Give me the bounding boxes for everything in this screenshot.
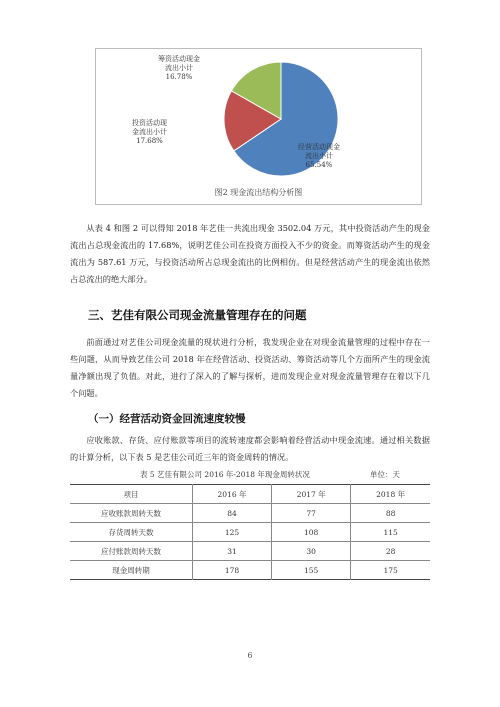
pie-label-investing: 投资活动现 金流出小计 17.68%	[132, 119, 167, 145]
cell-value: 77	[272, 504, 351, 523]
pie-label-operating: 经营活动现金 流出小计 65.54%	[298, 143, 340, 169]
row-label: 现金周转期	[112, 565, 150, 575]
cell-value: 30	[272, 542, 351, 561]
cell-value: 88	[351, 504, 430, 523]
row-label: 应收账款周转天数	[100, 508, 161, 518]
row-label: 存货周转天数	[108, 527, 154, 537]
cell-value: 115	[351, 523, 430, 542]
header-2018: 2018 年	[351, 485, 430, 504]
page-number: 6	[247, 651, 253, 660]
table-row	[70, 504, 430, 523]
cell-value: 175	[351, 561, 430, 580]
figure-box	[95, 48, 422, 205]
table-row	[70, 542, 430, 561]
cell-value: 155	[272, 561, 351, 580]
header-item: 项目	[123, 489, 139, 499]
header-2016: 2016 年	[192, 485, 271, 504]
table-caption: 表 5 艺佳有限公司 2016 年-2018 年现金周转状况	[140, 470, 310, 479]
table-row	[70, 561, 430, 580]
pie-label-financing: 筹资活动现金 流出小计 16.78%	[158, 55, 200, 81]
header-2017: 2017 年	[272, 485, 351, 504]
cash-turnover-table	[70, 484, 430, 580]
table-row	[70, 523, 430, 542]
section-heading: 三、艺佳有限公司现金流量管理存在的问题	[88, 308, 307, 322]
cell-value: 178	[192, 561, 271, 580]
paragraph-3: 应收账款、存货、应付账款等项目的流转速度都会影响着经营活动中现金流速。通过相关数据的计算分析，以下表 5 是艺佳公司近三年的资金周转的情况。	[70, 435, 430, 462]
row-label: 应付账款周转天数	[100, 546, 161, 556]
cell-value: 28	[351, 542, 430, 561]
cell-value: 84	[192, 504, 271, 523]
cell-value: 31	[192, 542, 271, 561]
paragraph-2: 前面通过对艺佳公司现金流量的现状进行分析，我发现企业在对现金流量管理的过程中存在一些问题，从而导致艺佳公司 2018 年在经营活动、投资活动、筹资活动等几个方面所产生的现金流量净额出现了负值。对此，进行了深入的了解与探析，进而发现企业对现金流量管理存在着以下几个问题。	[70, 337, 430, 398]
table-header-row	[70, 485, 430, 504]
cell-value: 108	[272, 523, 351, 542]
table-unit: 单位：天	[370, 470, 400, 479]
cell-value: 125	[192, 523, 271, 542]
paragraph-1: 从表 4 和图 2 可以得知 2018 年艺佳一共流出现金 3502.04 万元，其中投资活动产生的现金流出占总现金流出的 17.68%，说明艺佳公司在投资方面投入不少的资金。而筹资活动产生的现金流出为 587.61 万元，与投资活动所占总现金流出的比例相仿。但是经营活动产生的现金流出依然占总流出的绝大部分。	[70, 223, 430, 284]
figure-caption: 图2 现金流出结构分析图	[214, 188, 303, 197]
subsection-heading: （一）经营活动资金回流速度较慢	[88, 413, 246, 425]
